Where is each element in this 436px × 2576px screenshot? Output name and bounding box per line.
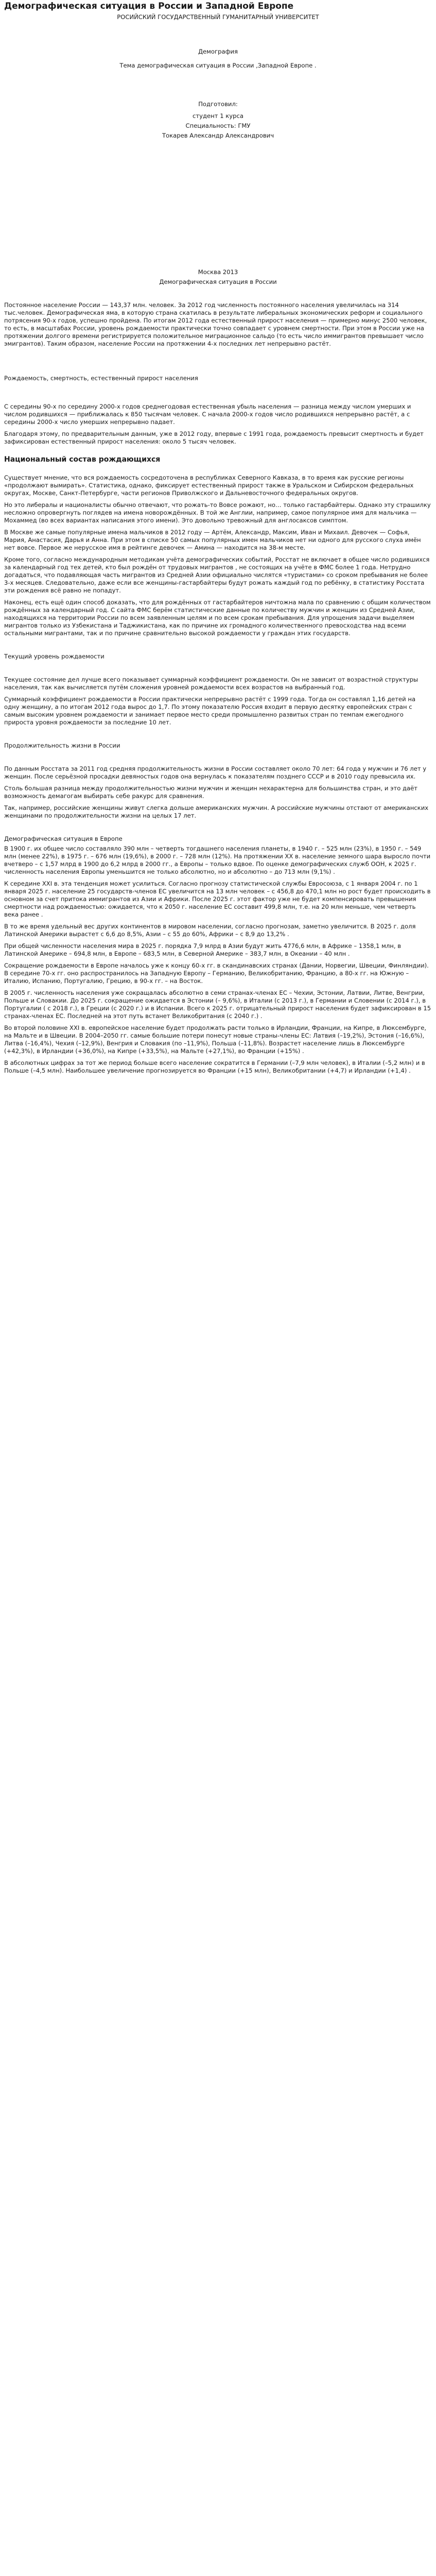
author-name: Токарев Александр Александрович (162, 132, 274, 139)
university-name: РОСИЙСКИЙ ГОСУДАРСТВЕННЫЙ ГУМАНИТАРНЫЙ УНИВЕРСИТЕТ (117, 13, 319, 21)
paragraph: С середины 90-х по середину 2000-х годов среднегодовая естественная убыль населения — разница между числом умерших и числом родившихся — приближалась к 850 тысячам человек. С начала 2000-х годов число родившихся непрерывно растёт, а с середины 2000-х число умерших непрерывно падает. (4, 403, 411, 426)
section-heading-europe: Демографическая ситуация в Европе (4, 835, 123, 842)
section-heading-life: Продолжительность жизни в России (4, 742, 120, 749)
paragraph: К середине XXI в. эта тенденция может усилиться. Согласно прогнозу статистической службы Евросоюза, с 1 января 2004 г. по 1 января 2025 г. население 25 государств-членов ЕС увеличится на 13 млн человек – с 456,8 до 470,1 млн но рост будет происходить в основном за счет притока иммигрантов из Азии и Африки. После 2025 г. этот фактор уже не будет компенсировать превышения смертности над рождаемостью: ожидается, что к 2050 г. население ЕС составит 499,8 млн, т.е. на 20 млн меньше, чем четверть века ранее . (4, 880, 431, 918)
section-heading-current: Текущий уровень рождаемости (4, 653, 104, 660)
subject-line: Демография (198, 48, 238, 55)
paragraph: При общей численности населения мира в 2025 г. порядка 7,9 млрд в Азии будут жить 4776,6 млн, в Африке – 1358,1 млн, в Латинской Америке – 694,8 млн, в Европе – 683,5 млн, в Северной Америке – 383,7 млн, в Океании – 40 млн . (4, 942, 402, 957)
paragraph: В 2005 г. численность населения уже сокращалась абсолютно в семи странах-членах ЕС – Чехии, Эстонии, Латвии, Литве, Венгрии, Польше и Словакии. До 2025 г. сокращение ожидается в Эстонии (– 9,6%), в Италии (с 2013 г.), в Германии и Словении (с 2014 г.), в Португалии ( с 2018 г.), в Греции (с 2020 г.) и в Испании. Всего к 2025 г. отрицательный прирост населения будет зафиксирован в 15 странах-членах ЕС. Последней на этот путь встанет Великобритания (с 2040 г.) . (4, 989, 431, 1020)
specialty-line: Специальность: ГМУ (185, 122, 251, 129)
document-title: Демографическая ситуация в России и Западной Европе (4, 1, 294, 11)
paragraph: В то же время удельный вес других континентов в мировом населении, согласно прогнозам, заметно увеличится. В 2025 г. доля Латинской Америки вырастет с 6,6 до 8,5%, Азии – с 55 до 60%, Африки – с 8,9 до 13,2% . (4, 923, 416, 938)
paragraph: В абсолютных цифрах за тот же период больше всего население сократится в Германии (–7,9 млн человек), в Италии (–5,2 млн) и в Польше (–4,5 млн). Наибольшее увеличение прогнозируется во Франции (+15 млн), Великобритании (+4,7) и Ирландии (+1,4) . (4, 1059, 425, 1074)
section-heading-birth-death: Рождаемость, смертность, естественный прирост населения (4, 375, 198, 382)
paragraph: Благодаря этому, по предварительным данным, уже в 2012 году, впервые с 1991 года, рождаемость превысит смертность и будет зафиксирован естественный прирост населения: около 5 тысяч человек. (4, 430, 424, 445)
section-heading-national: Национальный состав рождающихся (4, 455, 161, 464)
paragraph: Наконец, есть ещё один способ доказать, что для рождённых от гастарбайтеров ничтожна мала по сравнению с общим количеством рождённых за календарный год. С сайта ФМС берём статистические данные по количеству мужчин и женщин из Средней Азии, находящихся на территории России по всем заявленным целям и по всем срокам пребывания. Для упрощения задачи выделяем мигрантов только из Узбекистана и Таджикистана, как по причине их громадного количественного превосходства над всеми остальными мигрантами, так и по причине сравнительно высокой рождаемости у граждан этих государств. (4, 599, 431, 637)
document (0, 1, 436, 1075)
city-year: Москва 2013 (198, 268, 238, 276)
paragraph: Существует мнение, что вся рождаемость сосредоточена в республиках Северного Кавказа, в то время как русские регионы «продолжают вымирать». Статистика, однако, фиксирует естественный прирост также в Уральском и Сибирском федеральных округах, Москве, Санкт-Петербурге, части регионов Приволжского и Дальневосточного федеральных округов. (4, 474, 414, 497)
prepared-label: Подготовил: (198, 100, 238, 108)
paragraph: Так, например, российские женщины живут слегка дольше американских мужчин. А российские мужчины отстают от американских женщинами по продолжительности жизни на целых 17 лет. (4, 804, 429, 819)
intro-paragraph: Постоянное население России — 143,37 млн. человек. За 2012 год численность постоянного населения увеличилась на 314 тыс.человек. Демографическая яма, в которую страна скатилась в результате либеральных экономических реформ и социального потрясения 90-х годов, успешно пройдена. По итогам 2012 года естественный прирост населения — примерно минус 2500 человек, то есть, в масштабах России, уровень рождаемости практически точно совпадает с уровнем смертности. При этом в России уже на протяжении долгого времени регистрируется положительное миграционное сальдо (то есть число иммигрантов превышает число эмигрантов). Таким образом, население России на протяжении 4-х последних лет непрерывно растёт. (4, 301, 427, 347)
paragraph: Текущее состояние дел лучше всего показывает суммарный коэффициент рождаемости. Он не зависит от возрастной структуры населения, так как вычисляется путём сложения уровней рождаемости всех возрастов на выбранный год. (4, 676, 418, 691)
paragraph: Столь большая разница между продолжительностью жизни мужчин и женщин нехарактерна для большинства стран, и это даёт возможность демагогам выбирать себе ракурс для сравнения. (4, 785, 417, 800)
paragraph: Но это либералы и националисты обычно отвечают, что рожать-то Вовсе рожают, но… только гастарбайтеры. Однако эту страшилку несложно опровергнуть поглядев на имена новорождённых. В той же Англии, например, самое популярное имя для мальчика — Мохаммед (во всех вариантах написания этого имени). Это довольно тревожный для англосаксов симптом. (4, 501, 431, 524)
paragraph: В 1900 г. их общее число составляло 390 млн – четверть тогдашнего населения планеты, в 1940 г. – 525 млн (23%), в 1950 г. – 549 млн (менее 22%), в 1975 г. – 676 млн (19,6%), в 2000 г. – 728 млн (12%). На протяжении XX в. население земного шара выросло почти вчетверо – с 1,57 млрд в 1900 до 6,2 млрд в 2000 гг., а Европы – только вдвое. По оценке демографических служб ООН, к 2025 г. численность населения Европы уменьшится не только абсолютно, но и абсолютно – до 713 млн (9,1%) . (4, 845, 431, 875)
paragraph: Суммарный коэффициент рождаемости в России практически непрерывно растёт с 1999 года. Тогда он составлял 1,16 детей на одну женщину, а по итогам 2012 года вырос до 1,7. По этому показателю Россия входит в первую десятку европейских стран с самым высоким уровнем рождаемости и занимает первое место среди промышленно развитых стран по темпам ежегодного прироста уровня рождаемости за последние 10 лет. (4, 696, 416, 726)
paragraph: Во второй половине XXI в. европейское население будет продолжать расти только в Ирландии, Франции, на Кипре, в Люксембурге, на Мальте и в Швеции. В 2004–2050 гг. самые большие потери понесут новые страны-члены ЕС: Латвия (–19,2%), Эстония (–16,6%), Литва (–16,4%), Чехия (–12,9%), Венгрия и Словакия (по –11,9%), Польша (–11,8%). Возрастет население лишь в Люксембурге (+42,3%), в Ирландии (+36,0%), на Кипре (+33,5%), на Мальте (+27,1%), во Франции (+15%) . (4, 1024, 427, 1055)
topic-line: Тема демографическая ситуация в России ,Западной Европе . (119, 62, 317, 69)
subtitle: Демографическая ситуация в России (159, 278, 277, 285)
paragraph: Сокращение рождаемости в Европе началось уже к концу 60-х гг. в скандинавских странах (Дании, Норвегии, Швеции, Финляндии). В середине 70-х гг. оно распространилось на Западную Европу – Германию, Великобританию, Францию, а 80-х гг. на Южную – Италию, Испанию, Португалию, Грецию, в 90-х гг. – на Восток. (4, 962, 429, 985)
paragraph: В Москве же самые популярные имена мальчиков в 2012 году — Артём, Александр, Максим, Иван и Михаил. Девочек — Софья, Мария, Анастасия, Дарья и Анна. При этом в списке 50 самых популярных имен мальчиков нет ни одного для русского слуха имён нет вовсе. Первое же нерусское имя в рейтинге девочек — Амина — находится на 38-м месте. (4, 529, 421, 551)
paragraph: По данным Росстата за 2011 год средняя продолжительность жизни в России составляет около 70 лет: 64 года у мужчин и 76 лет у женщин. После серьёзной просадки девяностых годов она вернулась к показателям позднего СССР и в 2010 году превысила их. (4, 765, 427, 780)
paragraph: Кроме того, согласно международным методикам учёта демографических событий, Росстат не включает в общее число родившихся за календарный год тех детей, кто был рождён от трудовых мигрантов , не состоящих на учёте в ФМС более 1 года. Нетрудно догадаться, что подавляющая часть мигрантов из Средней Азии официально числятся «туристами» со сроком пребывания не более 3-х месяцев. Следовательно, даже если все женщины-гастарбайтеры будут рожать каждый год по ребёнку, в статистику Росстата эти рождения всё равно не попадут. (4, 556, 430, 594)
student-course: студент 1 курса (193, 112, 243, 120)
